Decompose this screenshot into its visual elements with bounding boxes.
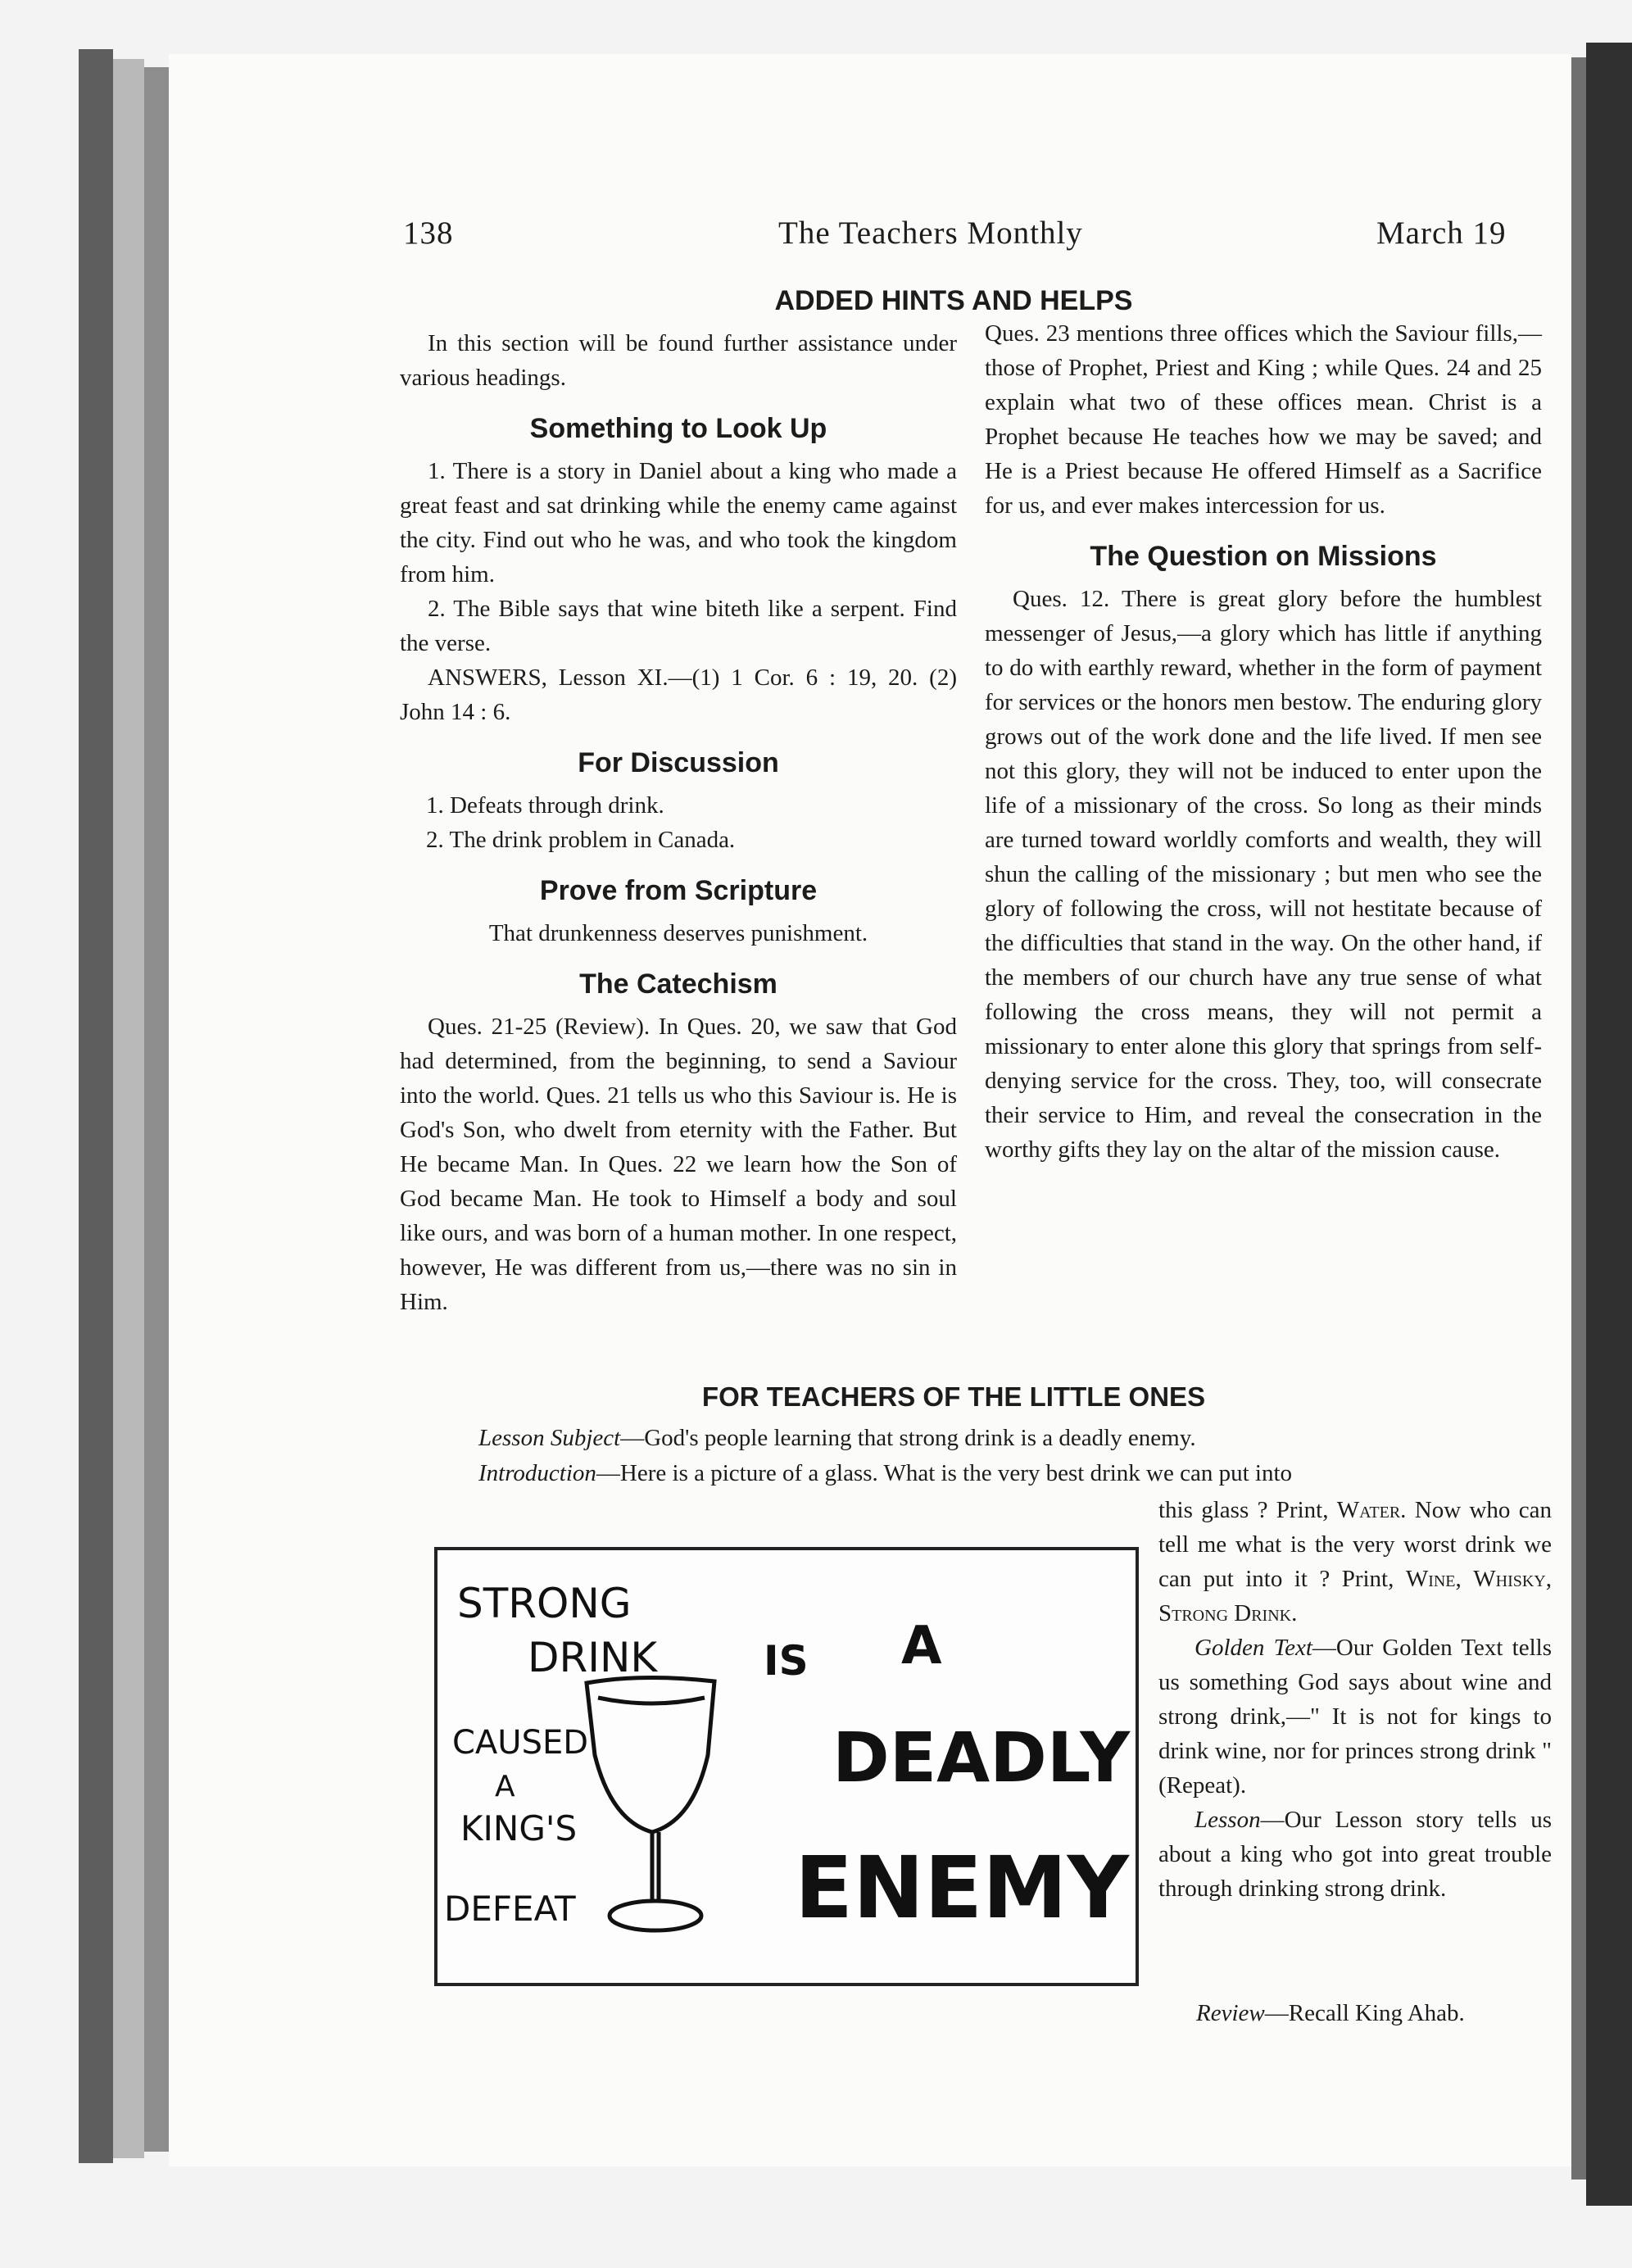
board-enemy: ENEMY [795,1838,1129,1938]
water-word: Water [1336,1497,1401,1523]
board-kings: KING'S [460,1808,578,1848]
right-column [985,316,1542,1167]
catechism-heading: The Catechism [579,968,777,1000]
answers-paragraph: ANSWERS, Lesson XI.—(1) 1 Cor. 6 : 19, 20. (2) John 14 : 6. [400,665,957,725]
lesson-paragraph [1158,1803,1552,1906]
golden-text-body: —Our Golden Text tells us something God says about wine and strong drink,—" It is not for kings to drink wine, nor for princes strong drink " (Repeat). [1158,1635,1552,1799]
review-label: Review [1196,2000,1265,2026]
lesson-label: Lesson [1195,1807,1261,1833]
page-shadow [1571,57,1586,2180]
look-up-item: 2. The Bible says that wine biteth like a serpent. Find the verse. [400,596,957,656]
review-body: —Recall King Ahab. [1264,2000,1465,2026]
introduction-text: —Here is a picture of a glass. What is the very best drink we can put into [596,1460,1293,1486]
scripture-heading: Prove from Scripture [539,875,818,906]
lesson-subject-text: —God's people learning that strong drink is a deadly enemy. [620,1425,1196,1451]
board-a-big: A [901,1616,942,1676]
wine-word: Wine [1405,1566,1456,1592]
introduction-continued-text: . Now who can tell me what is the very worst drink we can put into it ? Print, [1158,1497,1552,1592]
glass-rim-line [598,1698,705,1703]
blackboard-drawing [437,1550,1136,1983]
board-is: IS [764,1637,809,1685]
golden-text-paragraph [1158,1631,1552,1803]
lesson-subject-label: Lesson Subject [478,1425,621,1451]
page-number: 138 [403,215,454,251]
catechism-paragraph: Ques. 21-25 (Review). In Ques. 20, we saw that God had determined, from the beginning, to send a Saviour into the world. Ques. 21 tells us who this Saviour is. He is God's Son, who dwelt from eternity with the Father. But He became Man. In Ques. 22 we learn how the Son of God became Man. He took to Himself a body and soul like ours, and was born of a human mother. In one respect, however, He was different from us,—there was no sin in Him. [400,1014,957,1315]
introduction-continued: this glass ? Print, Water. Now who can tell me what is the very worst drink we can put into it ? Print, Wine, Whisky, Strong Drink. [1158,1497,1552,1626]
page-shadow [1586,43,1632,2206]
lesson-body: —Our Lesson story tells us about a king who got into great trouble through drinking strong drink. [1158,1807,1552,1902]
discussion-item: 2. The drink problem in Canada. [426,827,736,853]
whisky-word: Whisky [1473,1566,1546,1592]
board-strong-drink-top: STRONG [457,1580,632,1627]
golden-text-label: Golden Text [1195,1635,1312,1661]
catechism-continued: Ques. 23 mentions three offices which the Saviour fills,—those of Prophet, Priest and King ; while Ques. 24 and 25 explain what two of these offices mean. Christ is a Prophet because He teaches how we may be saved; and He is a Priest because He offered Himself as a Sacrifice for us, and ever makes intercession for us. [985,320,1542,519]
glass-foot [610,1901,701,1930]
board-a: A [495,1770,515,1803]
board-defeat: DEFEAT [444,1889,576,1929]
book-edge [113,59,144,2158]
discussion-item: 1. Defeats through drink. [426,792,664,819]
missions-paragraph: Ques. 12. There is great glory before the humblest messenger of Jesus,—a glory which has little if anything to do with earthly reward, whether in the form of payment for services or the honors men bestow. The enduring glory grows out of the work done and the life lived. If men see not this glory, they will not be induced to enter upon the life of a missionary of the cross. So long as their minds are turned toward worldly comforts and wealth, they will shun the calling of the missionary ; but men who see the glory of following the cross, will not hestitate because of the difficulties that stand in the way. On the other hand, if the members of our church have any true sense of what following the cross means, they will not permit a missionary to enter alone this glory that springs from self-denying service for the cross. They, too, will consecrate their service to Him, and reveal the consecration in the worthy gifts they lay on the altar of the mission cause. [985,586,1542,1163]
left-column [400,326,957,1319]
introduction-continued-text: this glass ? Print, [1158,1497,1337,1523]
review-paragraph [1196,1996,1553,2030]
wine-glass-drawing [587,1677,714,1930]
lesson-subject [478,1421,1196,1455]
little-ones-heading: FOR TEACHERS OF THE LITTLE ONES [701,1381,1206,1412]
look-up-item: 1. There is a story in Daniel about a king who made a great feast and sat drinking while the enemy came against the city. Find out who he was, and who took the kingdom from him. [400,458,957,587]
little-ones-side-text [1158,1493,1552,1906]
missions-heading: The Question on Missions [1090,541,1437,572]
running-date: March 19 [1376,215,1507,251]
strong-drink-word: Strong Drink [1158,1600,1292,1626]
running-title: The Teachers Monthly [778,215,1083,251]
discussion-heading: For Discussion [578,747,779,778]
blackboard-illustration [434,1547,1139,1986]
intro-paragraph: In this section will be found further assistance under various headings. [400,330,957,391]
section-title: ADDED HINTS AND HELPS [774,285,1133,316]
introduction [478,1456,1292,1490]
board-caused: CAUSED [452,1724,589,1762]
book-edge [79,49,113,2163]
scripture-text: That drunkenness deserves punishment. [488,920,868,946]
introduction-label: Introduction [478,1460,596,1486]
board-deadly: DEADLY [832,1717,1131,1798]
board-strong-drink-bottom: DRINK [528,1634,658,1681]
book-edge [144,67,169,2152]
look-up-heading: Something to Look Up [529,413,827,444]
